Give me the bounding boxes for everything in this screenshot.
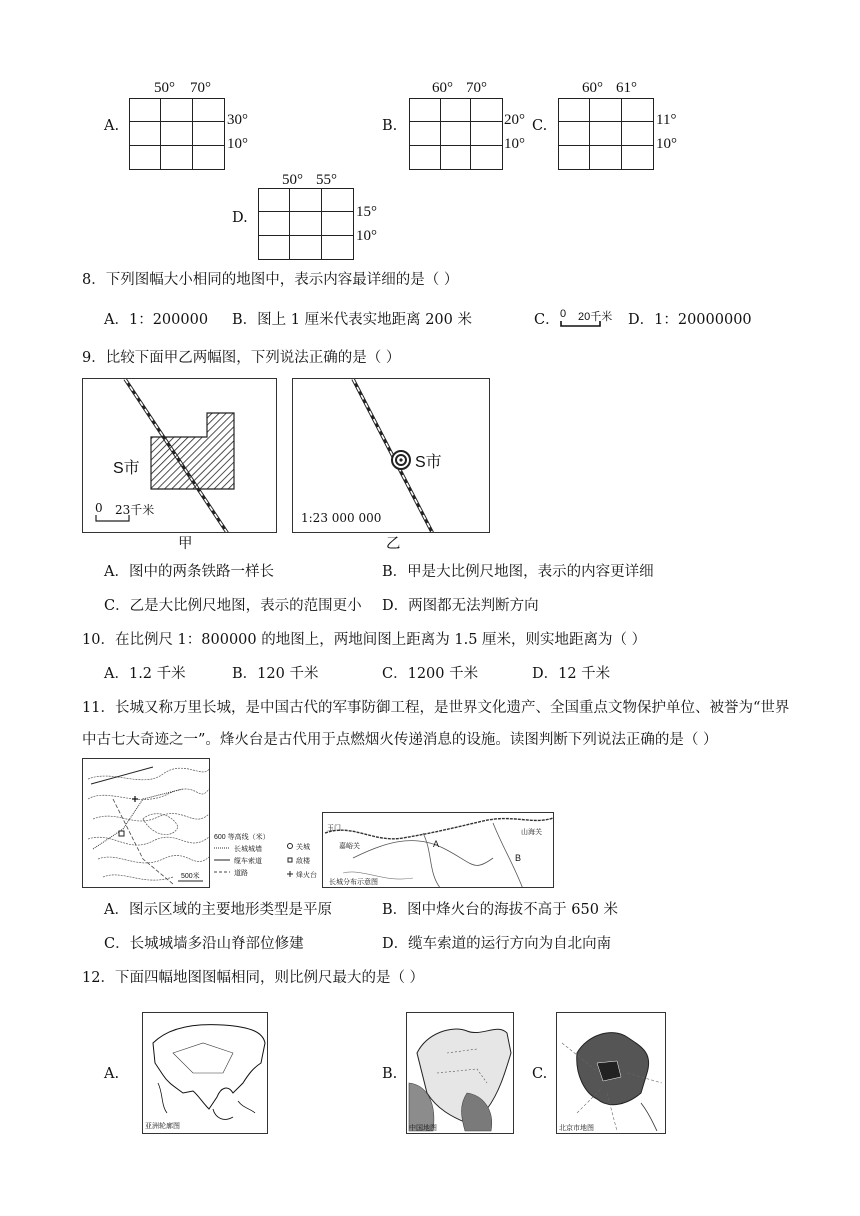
map-caption: 亚洲轮廓图 [145, 1123, 180, 1130]
line-scale-label: 20千米 [578, 311, 613, 323]
longitude-label: 50° [154, 80, 175, 96]
longitude-label: 60° [582, 80, 603, 96]
q12-option-c-label[interactable]: C. [532, 1066, 548, 1082]
q8-option-d[interactable]: D．1：20000000 [628, 312, 752, 328]
latitude-label: 15° [356, 204, 377, 220]
scale-label: 500米 [181, 873, 200, 880]
legend-wall: 长城城墙 [234, 846, 262, 853]
q9-option-b[interactable]: B．甲是大比例尺地图，表示的内容更详细 [382, 564, 654, 580]
q11-option-a[interactable]: A．图示区域的主要地形类型是平原 [104, 902, 332, 918]
map-caption: 中国地图 [409, 1125, 437, 1132]
q12-map-china[interactable] [406, 1012, 514, 1134]
q11-option-b[interactable]: B．图中烽火台的海拔不高于 650 米 [382, 902, 619, 918]
q10-stem: 10．在比例尺 1：800000 的地图上，两地间图上距离为 1.5 厘米，则实地距离为（ ） [82, 632, 647, 648]
q9-option-c[interactable]: C．乙是大比例尺地图，表示的范围更小 [104, 598, 362, 614]
latitude-label: 30° [227, 112, 248, 128]
q10-option-a[interactable]: A．1.2 千米 [104, 666, 186, 682]
legend-symbols [212, 832, 322, 890]
map-label-shanhaiguan: 山海关 [521, 829, 542, 836]
legend-cableway: 缆车索道 [234, 858, 262, 865]
q11-contour-map [82, 758, 210, 888]
map-caption: 长城分布示意图 [329, 879, 378, 886]
map-label-jiayuguan: 嘉峪关 [339, 843, 360, 850]
latitude-label: 10° [227, 136, 248, 152]
q11-greatwall-map [322, 812, 554, 888]
option-label: C. [532, 118, 548, 134]
longitude-label: 70° [466, 80, 487, 96]
q11-stem-line2: 中古七大奇迹之一”。烽火台是古代用于点燃烟火传递消息的设施。读图判断下列说法正确的是（ ） [82, 732, 718, 748]
option-label: B. [382, 118, 398, 134]
legend-tower: 敌楼 [296, 858, 310, 865]
q9-stem: 9．比较下面甲乙两幅图，下列说法正确的是（ ） [82, 350, 401, 366]
legend-beacon: 烽火台 [296, 872, 317, 879]
q12-map-beijing[interactable] [556, 1012, 666, 1134]
q11-option-d[interactable]: D．缆车索道的运行方向为自北向南 [382, 936, 612, 952]
q9-caption-jia: 甲 [178, 536, 193, 552]
china-outline [407, 1013, 514, 1134]
latitude-label: 10° [504, 136, 525, 152]
q10-option-c[interactable]: C．1200 千米 [382, 666, 479, 682]
q8-option-c[interactable] [534, 308, 630, 332]
option-label: C． [534, 312, 560, 328]
graticule-grid [409, 98, 503, 170]
q10-option-d[interactable]: D．12 千米 [532, 666, 611, 682]
q9-option-d[interactable]: D．两图都无法判断方向 [382, 598, 539, 614]
latitude-label: 10° [656, 136, 677, 152]
city-label: S市 [415, 454, 442, 471]
option-label: D. [232, 210, 248, 226]
longitude-label: 61° [616, 80, 637, 96]
q12-option-a-label[interactable]: A. [104, 1066, 120, 1082]
legend-road: 道路 [234, 870, 248, 877]
map-label-a: A [433, 839, 440, 849]
q12-stem: 12．下面四幅地图图幅相同，则比例尺最大的是（ ） [82, 970, 425, 986]
q10-option-b[interactable]: B．120 千米 [232, 666, 319, 682]
option-label: A. [104, 118, 120, 134]
longitude-label: 60° [432, 80, 453, 96]
q7-option-c[interactable] [530, 78, 690, 173]
scale-zero: 0 [95, 501, 103, 515]
numeric-scale: 1:23 000 000 [301, 511, 382, 525]
longitude-label: 70° [190, 80, 211, 96]
q11-legend [212, 832, 322, 890]
railway-line [293, 379, 490, 533]
q12-map-asia[interactable] [142, 1012, 268, 1134]
map-label-yumen: 玉门 [327, 825, 341, 832]
latitude-label: 11° [656, 112, 677, 128]
q9-option-a[interactable]: A．图中的两条铁路一样长 [104, 564, 274, 580]
graticule-grid [558, 98, 654, 170]
longitude-label: 50° [282, 172, 303, 188]
q7-option-b[interactable] [380, 78, 540, 173]
asia-outline [143, 1013, 268, 1134]
map-label-b: B [515, 853, 522, 863]
latitude-label: 10° [356, 228, 377, 244]
scale-bar [95, 515, 131, 523]
legend-contour: 600 等高线（米） [214, 834, 270, 841]
q8-option-b[interactable]: B．图上 1 厘米代表实地距离 200 米 [232, 312, 472, 328]
longitude-label: 55° [316, 172, 337, 188]
line-scale-bar [560, 320, 602, 328]
q9-map-yi [292, 378, 490, 533]
map-caption: 北京市地图 [559, 1125, 594, 1132]
beijing-outline [557, 1013, 666, 1134]
contour-lines [83, 759, 210, 888]
graticule-grid [129, 98, 225, 170]
q11-stem-line1: 11．长城又称万里长城，是中国古代的军事防御工程，是世界文化遗产、全国重点文物保护单位、被誉为“世界 [82, 700, 790, 716]
line-scale-zero: 0 [560, 308, 567, 320]
q7-option-d[interactable] [230, 170, 400, 265]
q11-option-c[interactable]: C．长城城墙多沿山脊部位修建 [104, 936, 304, 952]
q9-caption-yi: 乙 [386, 536, 401, 552]
q9-map-jia [82, 378, 277, 533]
graticule-grid [258, 188, 354, 260]
scale-label: 23千米 [115, 503, 155, 517]
q8-option-a[interactable]: A．1：200000 [104, 312, 209, 328]
legend-pass: 关城 [296, 844, 310, 851]
city-label: S市 [113, 460, 140, 477]
q8-stem: 8．下列图幅大小相同的地图中，表示内容最详细的是（ ） [82, 272, 459, 288]
q7-option-a[interactable] [100, 78, 270, 173]
q12-option-b-label[interactable]: B. [382, 1066, 398, 1082]
latitude-label: 20° [504, 112, 525, 128]
